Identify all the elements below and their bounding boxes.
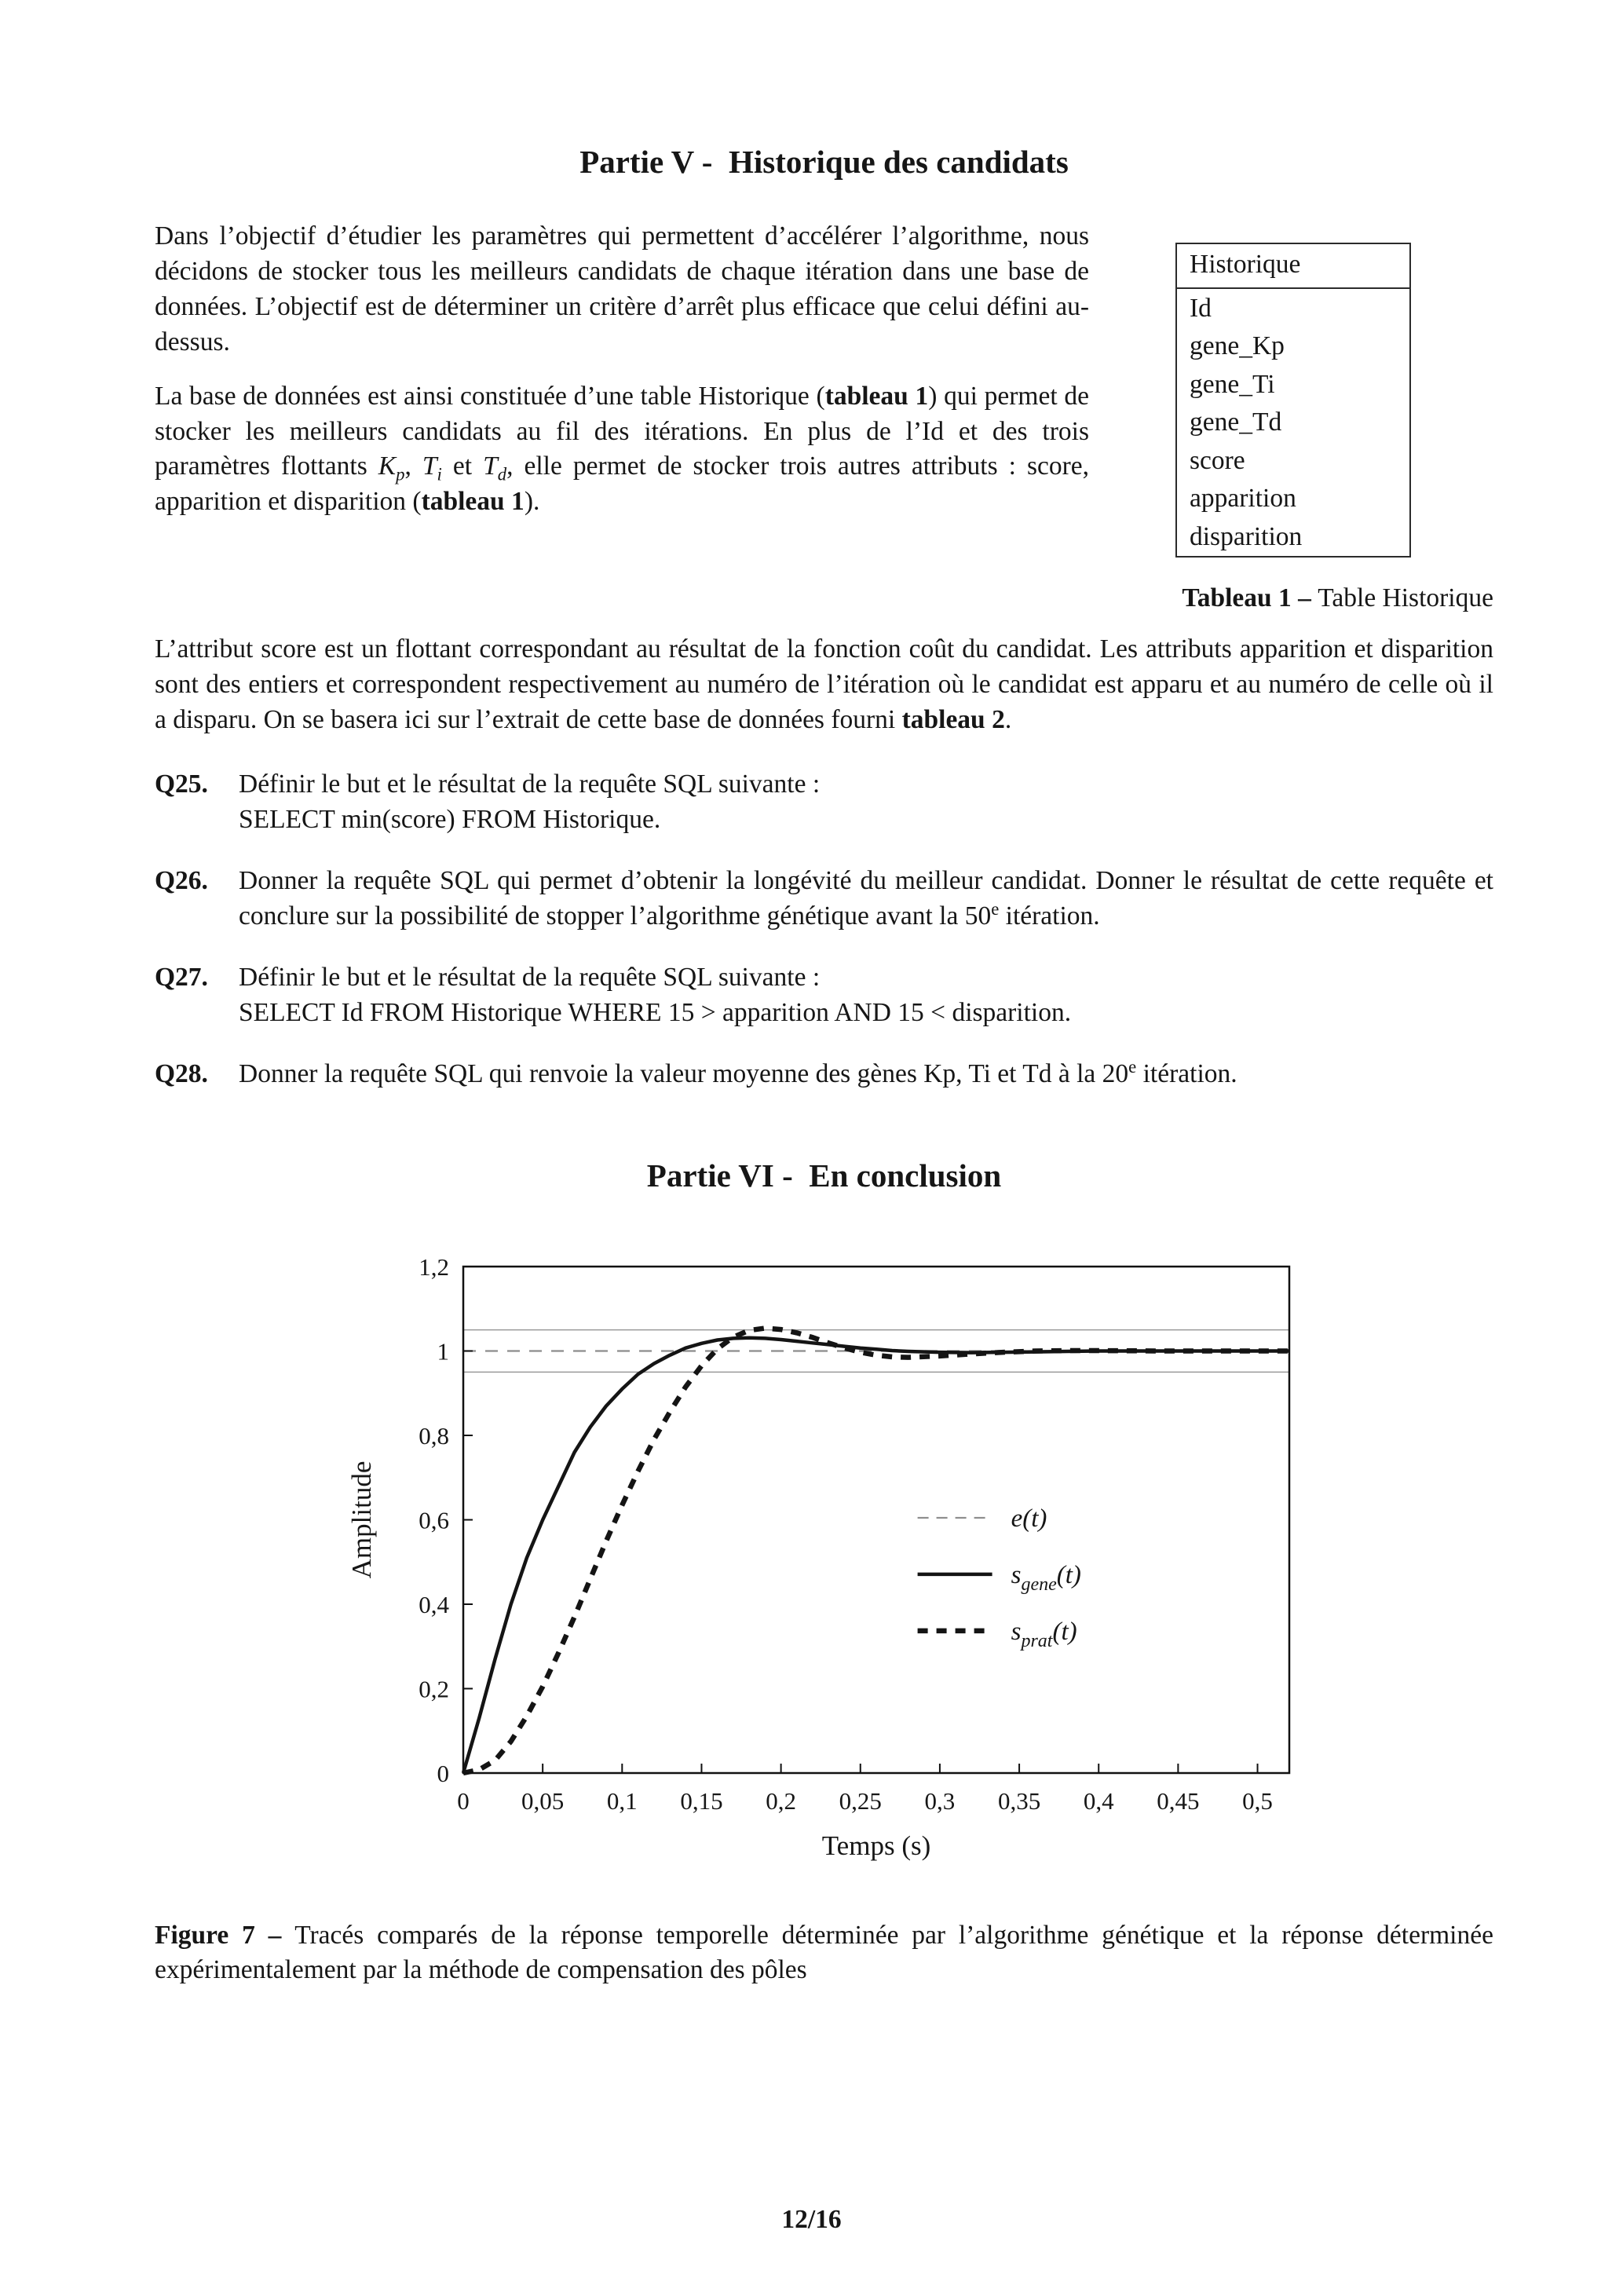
svg-text:sprat(t): $s_{prat}(t)$ [1011, 1617, 1077, 1651]
table-field-gene-ti: gene_Ti [1190, 369, 1275, 399]
svg-text:0,4: 0,4 [418, 1590, 449, 1618]
table-field-disparition: disparition [1190, 521, 1303, 551]
x-axis-label: Temps (s) [821, 1830, 930, 1861]
svg-text:0,15: 0,15 [679, 1786, 723, 1815]
svg-text:0,05: 0,05 [521, 1786, 564, 1815]
plot-frame [463, 1267, 1289, 1773]
table-field-gene-td: gene_Td [1190, 408, 1282, 437]
svg-text:0,4: 0,4 [1083, 1786, 1114, 1815]
svg-text:0,1: 0,1 [606, 1786, 638, 1815]
svg-text:0,25: 0,25 [839, 1786, 882, 1815]
question-q28 [155, 1057, 1493, 1092]
q27-text: Définir le but et le résultat de la requête SQL suivante : [239, 962, 821, 992]
svg-text:1: 1 [437, 1337, 449, 1366]
q25-sql-line: SELECT min(score) FROM Historique. [239, 805, 661, 835]
svg-text:0,5: 0,5 [1241, 1786, 1273, 1815]
svg-text:0,8: 0,8 [418, 1421, 449, 1450]
question-q26 [155, 864, 1493, 934]
question-q25 [155, 767, 1493, 838]
svg-text:0,2: 0,2 [418, 1675, 449, 1703]
q25-text: Définir le but et le résultat de la requête SQL suivante : [239, 770, 821, 799]
svg-text:0,35: 0,35 [997, 1786, 1040, 1815]
y-axis-label: Amplitude [345, 1461, 377, 1579]
tableau1-caption: Tableau 1 – Table Historique [1182, 583, 1493, 612]
table-row [1176, 288, 1410, 327]
q26-label: Q26. [155, 866, 208, 896]
q26-text: Donner la requête SQL qui permet d’obtenir la longévité du meilleur candidat. Donner le résultat de cette requête et conclure sur la possibilité de stopper l’algorithme génétique avant la 50e itération. [239, 866, 1493, 931]
table-field-id: Id [1190, 293, 1212, 323]
page-number: 12/16 [781, 2205, 842, 2235]
part5-title: Partie V - Historique des candidats [579, 144, 1069, 180]
questions-list [155, 767, 1493, 1091]
svg-text:1,2: 1,2 [418, 1252, 449, 1281]
question-q27 [155, 960, 1493, 1031]
svg-text:sgene(t): $s_{gene}(t)$ [1011, 1560, 1081, 1595]
series-s-gene [463, 1338, 1289, 1773]
svg-text:e(t): e(t) [1011, 1504, 1047, 1533]
q27-label: Q27. [155, 962, 208, 992]
q25-label: Q25. [155, 770, 208, 799]
q27-sql-line: SELECT Id FROM Historique WHERE 15 > apparition AND 15 < disparition. [239, 997, 1072, 1027]
table-row [1176, 441, 1410, 480]
figure7-chart [338, 1247, 1311, 1877]
table-row [1176, 327, 1410, 366]
table-row [1176, 404, 1410, 442]
q28-label: Q28. [155, 1058, 208, 1088]
historique-table-title: Historique [1176, 243, 1410, 288]
intro-paragraph-2: La base de données est ainsi constituée d’une table Historique (tableau 1) qui permet de stocker les meilleurs candidats au fil des itérations. En plus de l’Id et des trois paramètres flottants $K_p$, $T_i$ et $T_d$, elle permet de stocker trois autres attributs : score, apparition et disparition (tableau 1). [155, 381, 1090, 517]
svg-text:0: 0 [437, 1759, 449, 1787]
historique-table [1175, 243, 1411, 558]
q28-text: Donner la requête SQL qui renvoie la valeur moyenne des gènes Kp, Ti et Td à la 20e itération. [239, 1056, 1237, 1088]
figure7-caption: Figure 7 – Tracés comparés de la réponse temporelle déterminée par l’algorithme génétique et la réponse déterminée expérimentalement par la méthode de compensation des pôles [155, 1920, 1493, 1985]
table-row [1176, 365, 1410, 404]
intro-paragraph-1: Dans l’objectif d’étudier les paramètres qui permettent d’accélérer l’algorithme, nous décidons de stocker tous les meilleurs candidats de chaque itération dans une base de données. L’objectif est de déterminer un critère d’arrêt plus efficace que celui défini au-dessus. [155, 221, 1089, 356]
table-field-gene-kp: gene_Kp [1190, 331, 1285, 361]
y-axis-ticks [419, 1253, 473, 1787]
svg-text:0,3: 0,3 [924, 1786, 955, 1815]
svg-text:0,2: 0,2 [765, 1786, 796, 1815]
intro-section [155, 219, 1493, 612]
table-row [1176, 480, 1410, 518]
series-s-prat [463, 1328, 1289, 1773]
x-axis-ticks [457, 1764, 1273, 1815]
svg-text:0,45: 0,45 [1156, 1786, 1200, 1815]
paragraph-3: L’attribut score est un flottant correspondant au résultat de la fonction coût du candidat. Les attributs apparition et disparition sont des entiers et correspondent respectivement au numéro de l’itération où le candidat est apparu et au numéro de celle où il a disparu. On se basera ici sur l’extrait de cette base de données fourni tableau 2. [155, 634, 1493, 734]
table1-container [1124, 243, 1493, 616]
chart-legend [917, 1504, 1080, 1651]
part6-title: Partie VI - En conclusion [646, 1157, 1002, 1194]
table-field-score: score [1190, 445, 1245, 475]
table-field-apparition: apparition [1190, 484, 1296, 514]
svg-text:0: 0 [456, 1786, 470, 1815]
svg-text:0,6: 0,6 [418, 1506, 449, 1534]
figure7-chart-svg [338, 1247, 1311, 1867]
table-row [1176, 517, 1410, 557]
